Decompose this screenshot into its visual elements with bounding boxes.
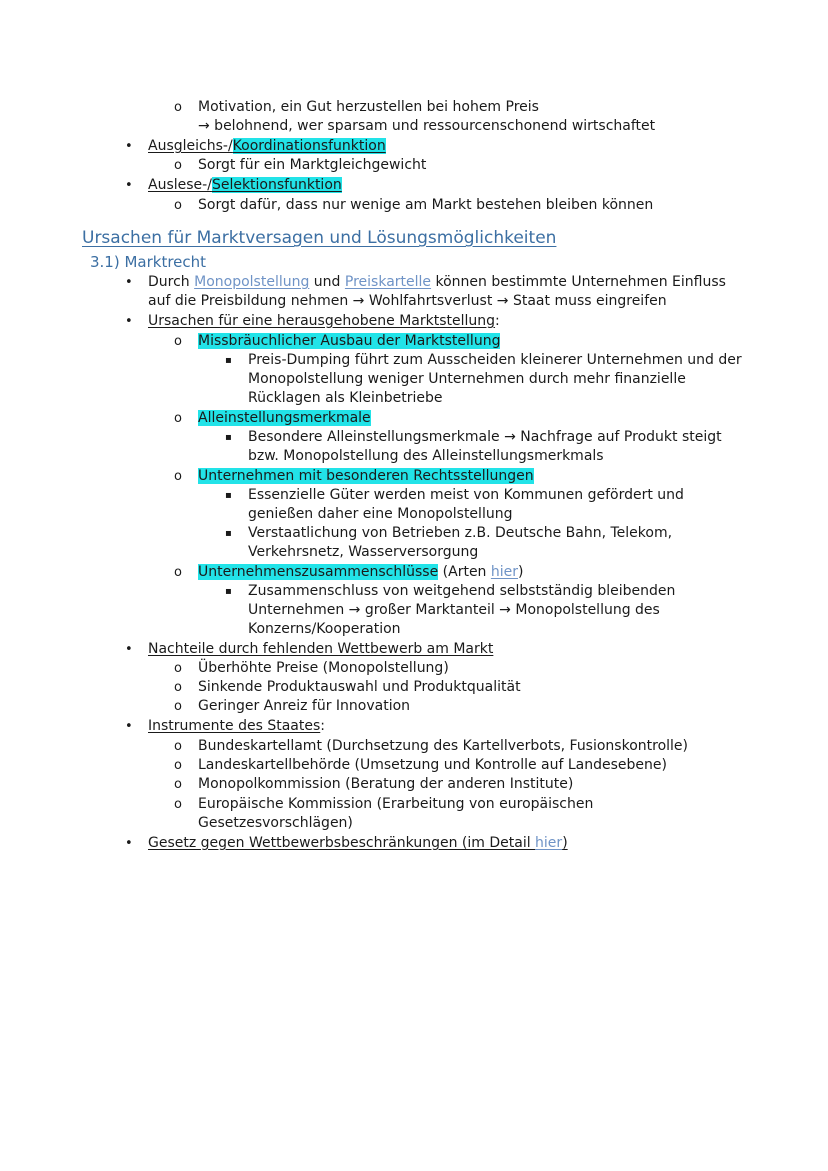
recht-item bbox=[198, 467, 534, 486]
instrumente-entry: Europäische Kommission (Erarbeitung von europäischen bbox=[198, 796, 594, 812]
bullet: • bbox=[125, 314, 133, 329]
instrumente-entry: Landeskartellbehörde (Umsetzung und Kontrolle auf Landesebene) bbox=[198, 757, 667, 773]
instrumente-entry-cont: Gesetzesvorschlägen) bbox=[198, 815, 353, 831]
bullet: • bbox=[125, 836, 133, 851]
missbrauch-highlight: Missbräuchlicher Ausbau der Marktstellung bbox=[198, 333, 501, 349]
zusammen-item bbox=[198, 563, 523, 582]
instrumente-item bbox=[148, 717, 325, 736]
sub-bullet: o bbox=[174, 198, 182, 213]
zusammen-arten: (Arten bbox=[438, 564, 491, 580]
zusammen-text-2: Unternehmen → großer Marktanteil → Monopolstellung des bbox=[248, 602, 660, 618]
sub-bullet: o bbox=[174, 661, 182, 676]
ausgleichs-item bbox=[148, 137, 386, 156]
recht-b-2: Verkehrsnetz, Wasserversorgung bbox=[248, 544, 479, 560]
missbrauch-text-3: Rücklagen als Kleinbetriebe bbox=[248, 390, 443, 406]
auslese-sub: Sorgt dafür, dass nur wenige am Markt bestehen bleiben können bbox=[198, 197, 654, 213]
intro-line-1 bbox=[148, 273, 726, 292]
nachteile-label: Nachteile durch fehlenden Wettbewerb am Markt bbox=[148, 641, 494, 657]
gesetz-close: ) bbox=[562, 835, 568, 851]
bullet: • bbox=[125, 139, 133, 154]
ursachen-item bbox=[148, 312, 500, 331]
sub-sub-bullet: ▪ bbox=[225, 355, 232, 366]
belohnend-text: → belohnend, wer sparsam und ressourcenschonend wirtschaftet bbox=[198, 118, 656, 134]
sub-sub-bullet: ▪ bbox=[225, 490, 232, 501]
missbrauch-text-1: Preis-Dumping führt zum Ausscheiden kleinerer Unternehmen und der bbox=[248, 352, 742, 368]
allein-item bbox=[198, 409, 371, 428]
recht-b-1: Verstaatlichung von Betrieben z.B. Deutsche Bahn, Telekom, bbox=[248, 525, 673, 541]
instrumente-label: Instrumente des Staates bbox=[148, 718, 321, 734]
zusammen-close: ) bbox=[518, 564, 524, 580]
missbrauch-item bbox=[198, 332, 500, 351]
intro-und: und bbox=[309, 274, 345, 290]
sub-bullet: o bbox=[174, 699, 182, 714]
zusammen-highlight: Unternehmenszusammenschlüsse bbox=[198, 564, 439, 580]
preiskartelle-link[interactable]: Preiskartelle bbox=[344, 274, 432, 290]
ursachen-colon: : bbox=[495, 313, 500, 329]
intro-durch: Durch bbox=[148, 274, 195, 290]
sub-bullet: o bbox=[174, 469, 182, 484]
gesetz-label: Gesetz gegen Wettbewerbsbeschränkungen (im Detail bbox=[148, 835, 536, 851]
instrumente-colon: : bbox=[320, 718, 325, 734]
bullet: • bbox=[125, 642, 133, 657]
sub-bullet: o bbox=[174, 797, 182, 812]
allein-highlight: Alleinstellungsmerkmale bbox=[198, 410, 371, 426]
intro-line-2: auf die Preisbildung nehmen → Wohlfahrtsverlust → Staat muss eingreifen bbox=[148, 293, 667, 309]
subsection-heading: 3.1) Marktrecht bbox=[90, 253, 207, 271]
recht-a-2: genießen daher eine Monopolstellung bbox=[248, 506, 513, 522]
nachteile-item: Überhöhte Preise (Monopolstellung) bbox=[198, 660, 449, 676]
bullet: • bbox=[125, 719, 133, 734]
sub-bullet: o bbox=[174, 565, 182, 580]
sub-bullet: o bbox=[174, 777, 182, 792]
section-heading: Ursachen für Marktversagen und Lösungsmöglichkeiten bbox=[82, 228, 557, 248]
sub-bullet: o bbox=[174, 680, 182, 695]
allein-text-2: bzw. Monopolstellung des Alleinstellungsmerkmals bbox=[248, 448, 604, 464]
bullet: • bbox=[125, 178, 133, 193]
ausgleichs-prefix: Ausgleichs-/ bbox=[148, 138, 233, 154]
motivation-text: Motivation, ein Gut herzustellen bei hohem Preis bbox=[198, 99, 539, 115]
zusammen-text-1: Zusammenschluss von weitgehend selbstständig bleibenden bbox=[248, 583, 676, 599]
sub-bullet: o bbox=[174, 100, 182, 115]
sub-bullet: o bbox=[174, 334, 182, 349]
ursachen-label: Ursachen für eine herausgehobene Marktstellung bbox=[148, 313, 496, 329]
recht-a-1: Essenzielle Güter werden meist von Kommunen gefördert und bbox=[248, 487, 684, 503]
arten-hier-link[interactable]: hier bbox=[490, 564, 519, 580]
ausgleichs-sub: Sorgt für ein Marktgleichgewicht bbox=[198, 157, 427, 173]
sub-sub-bullet: ▪ bbox=[225, 432, 232, 443]
instrumente-entry: Monopolkommission (Beratung der anderen Institute) bbox=[198, 776, 574, 792]
gesetz-item bbox=[148, 834, 568, 853]
recht-highlight: Unternehmen mit besonderen Rechtsstellungen bbox=[198, 468, 534, 484]
nachteile-item: Sinkende Produktauswahl und Produktqualität bbox=[198, 679, 521, 695]
sub-sub-bullet: ▪ bbox=[225, 586, 232, 597]
instrumente-entry: Bundeskartellamt (Durchsetzung des Kartellverbots, Fusionskontrolle) bbox=[198, 738, 689, 754]
auslese-prefix: Auslese-/ bbox=[148, 177, 212, 193]
sub-bullet: o bbox=[174, 758, 182, 773]
zusammen-text-3: Konzerns/Kooperation bbox=[248, 621, 401, 637]
koordination-highlight: Koordinationsfunktion bbox=[232, 138, 386, 154]
intro-rest: können bestimmte Unternehmen Einfluss bbox=[431, 274, 726, 290]
selektion-highlight: Selektionsfunktion bbox=[211, 177, 342, 193]
sub-bullet: o bbox=[174, 158, 182, 173]
allein-text-1: Besondere Alleinstellungsmerkmale → Nachfrage auf Produkt steigt bbox=[248, 429, 722, 445]
sub-bullet: o bbox=[174, 739, 182, 754]
auslese-item bbox=[148, 176, 342, 195]
gesetz-hier-link[interactable]: hier bbox=[535, 835, 563, 851]
monopolstellung-link[interactable]: Monopolstellung bbox=[194, 274, 310, 290]
missbrauch-text-2: Monopolstellung weniger Unternehmen durch mehr finanzielle bbox=[248, 371, 686, 387]
bullet: • bbox=[125, 275, 133, 290]
nachteile-item: Geringer Anreiz für Innovation bbox=[198, 698, 411, 714]
sub-bullet: o bbox=[174, 411, 182, 426]
sub-sub-bullet: ▪ bbox=[225, 528, 232, 539]
